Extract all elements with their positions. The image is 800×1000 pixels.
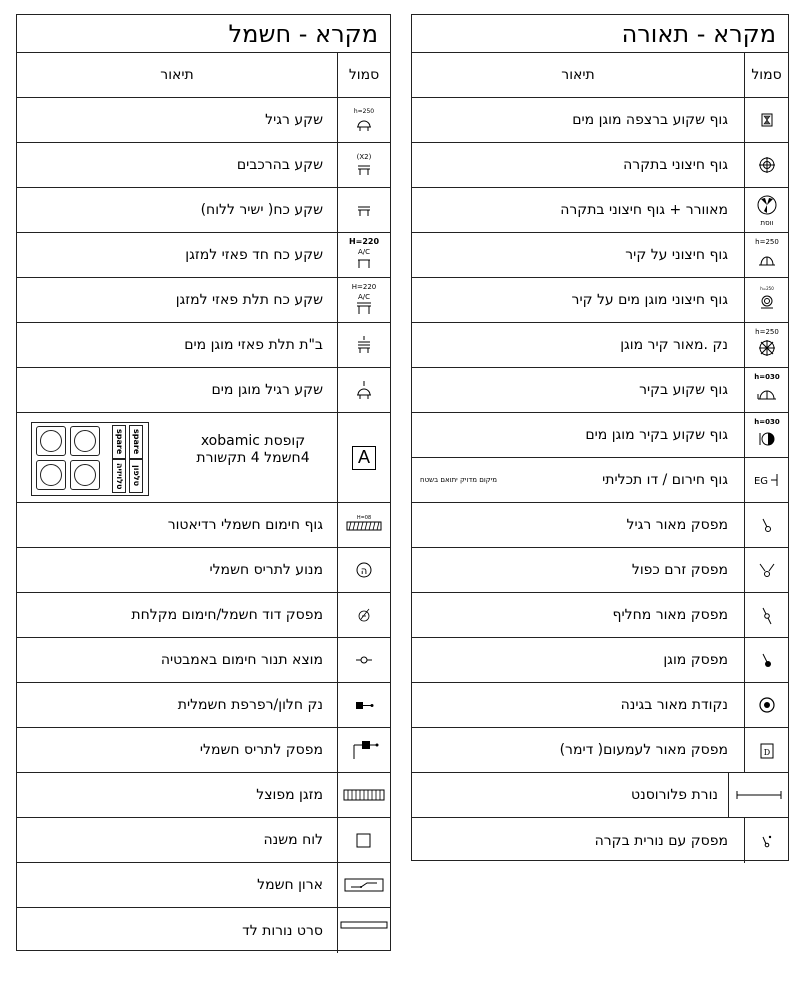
spare-label: spare [129, 425, 143, 459]
symbol-column-header: סמול [744, 53, 788, 97]
svg-text:ה: ה [360, 566, 368, 577]
legend-row [412, 683, 788, 728]
row-description: מפסק מאור רגיל [626, 517, 728, 533]
waterproof-wall-light-icon [747, 280, 787, 320]
phone-label: טלפון [129, 459, 143, 493]
row-description: סרט נורות לד [242, 922, 323, 939]
row-description: גוף שקוע בקיר [639, 382, 728, 398]
legend-row-xobamic [17, 413, 390, 503]
legend-row [17, 683, 390, 728]
row-description: מפסק מאור לעמעום( דימר) [559, 742, 728, 758]
ceiling-light-icon [747, 150, 787, 180]
protected-wall-point-icon [747, 325, 787, 365]
socket-cell [36, 426, 66, 456]
legend-row [412, 773, 788, 818]
changeover-switch-icon [747, 600, 787, 630]
bath-heater-outlet-icon [344, 645, 384, 675]
lighting-legend-title: מקרא - תאורה [412, 15, 788, 53]
boiler-switch-icon [344, 600, 384, 630]
row-description: ב"ת תלת פאזי מוגן מים [184, 337, 323, 353]
indicator-switch-icon [747, 826, 787, 856]
svg-text:D: D [763, 748, 770, 757]
svg-text:EG: EG [753, 476, 768, 487]
legend-row [17, 503, 390, 548]
svg-text:h=250: h=250 [759, 286, 774, 291]
wall-recessed-light-icon [747, 370, 787, 410]
row-description: קופסת xobamic 4חשמל 4 תקשורת [196, 433, 310, 466]
row-description: נורת פלורוסנט [631, 787, 718, 803]
regular-socket-icon [344, 105, 384, 135]
svg-text:h=250: h=250 [754, 238, 779, 246]
garden-light-icon [747, 690, 787, 720]
dimmer-switch-icon [747, 735, 787, 765]
legend-row [17, 98, 390, 143]
electric-legend [16, 14, 391, 951]
row-description: שקע בהרכבים [236, 157, 323, 173]
row-description: מפסק לתריס חשמלי [199, 742, 323, 758]
row-description: מפסק עם נורית בקרה [594, 832, 728, 849]
legend-row [17, 593, 390, 638]
legend-row [412, 368, 788, 413]
svg-text:A/C: A/C [357, 248, 371, 256]
row-description: שקע כח( ישיר ללוח) [200, 202, 323, 218]
row-description: גוף שקוע בקיר מוגן מים [585, 427, 728, 443]
svg-text:h=030: h=030 [753, 373, 780, 381]
radiator-icon [342, 510, 386, 540]
lighting-header-row [412, 53, 788, 98]
row-description: גוף חירום / דו תכליתי [602, 472, 728, 488]
lighting-legend [411, 14, 789, 861]
shutter-motor-icon [344, 555, 384, 585]
placement-note: מיקום מדויק יתואם בשטח [420, 476, 498, 484]
floor-recessed-light-icon [747, 105, 787, 135]
row-description: גוף חיצוני בתקרה [623, 157, 728, 173]
row-description: שקע כח תלת פאזי למזגן [175, 292, 323, 308]
row-description: מוצא תנור חימום באמבטיה [160, 652, 323, 668]
legend-row [17, 278, 390, 323]
legend-row [412, 593, 788, 638]
row-description: מפסק זרם כפול [631, 562, 728, 578]
electric-legend-title: מקרא - חשמל [17, 15, 390, 53]
row-description: לוח משנה [263, 832, 323, 848]
socket-panel-diagram [31, 422, 149, 496]
row-description: שקע רגיל [265, 112, 323, 128]
svg-text:H=220: H=220 [348, 237, 380, 246]
row-description: גוף חיצוני מוגן מים על קיר [571, 292, 728, 308]
svg-text:h=030: h=030 [753, 418, 780, 426]
legend-row [412, 143, 788, 188]
row-description: מפסק מאור מחליף [612, 607, 728, 623]
symbol-column-header: סמול [337, 53, 390, 97]
waterproof-three-phase-socket-icon [344, 330, 384, 360]
light-switch-icon [747, 510, 787, 540]
emergency-light-icon [747, 465, 787, 495]
legend-row [412, 728, 788, 773]
ac-single-phase-socket-icon [342, 235, 386, 275]
legend-row [412, 233, 788, 278]
row-description: מפסק מוגן [663, 652, 728, 668]
legend-row [17, 323, 390, 368]
row-description: נק .מאור קיר מוגן [620, 337, 728, 353]
wall-light-icon [747, 235, 787, 275]
legend-row [412, 638, 788, 683]
double-switch-icon [747, 555, 787, 585]
svg-text:H=220: H=220 [351, 283, 377, 291]
legend-row [17, 188, 390, 233]
row-description: גוף שקוע ברצפה מוגן מים [572, 112, 728, 128]
legend-row [412, 188, 788, 233]
legend-row [17, 368, 390, 413]
electric-cabinet-icon [341, 870, 387, 900]
spare-label: spare [112, 425, 126, 459]
electric-header-row [17, 53, 390, 98]
row-description: נקודת מאור בגינה [620, 697, 728, 713]
tv-label: טלויזיה [112, 459, 126, 493]
legend-row [17, 863, 390, 908]
row-description: נק חלון/רפרפת חשמלית [177, 697, 323, 713]
legend-row [17, 908, 390, 953]
legend-row [17, 233, 390, 278]
split-ac-icon [341, 780, 387, 810]
led-strip-icon [339, 916, 389, 946]
legend-row [17, 728, 390, 773]
waterproof-socket-icon [344, 375, 384, 405]
legend-row [412, 503, 788, 548]
row-description: גוף חימום חשמלי רדיאטור [167, 517, 323, 533]
sub-panel-icon [344, 825, 384, 855]
svg-text:A/C: A/C [357, 293, 371, 301]
ac-three-phase-socket-icon [342, 280, 386, 320]
shutter-switch-icon [344, 735, 384, 765]
row-description: מזגן מפוצל [256, 787, 323, 803]
grouped-socket-icon [344, 150, 384, 180]
legend-row [412, 323, 788, 368]
power-socket-icon [344, 195, 384, 225]
fan-light-icon [747, 190, 787, 230]
socket-height-label: h=250 [353, 108, 375, 115]
svg-text:H=08: H=08 [356, 515, 372, 521]
waterproof-wall-recessed-icon [747, 415, 787, 455]
svg-text:h=250: h=250 [754, 328, 779, 336]
row-description: שקע רגיל מוגן מים [211, 382, 323, 398]
legend-row [412, 818, 788, 863]
row-description: ארון חשמל [257, 877, 323, 893]
legend-row [412, 413, 788, 458]
legend-row [412, 278, 788, 323]
fluorescent-tube-icon [734, 780, 784, 810]
legend-row [17, 773, 390, 818]
row-description: מנוע לתריס חשמלי [209, 562, 323, 578]
row-description: מאוורר + גוף חיצוני בתקרה [560, 202, 728, 218]
description-column-header: תיאור [561, 67, 595, 83]
socket-cell [36, 460, 66, 490]
legend-row [17, 818, 390, 863]
legend-row [412, 98, 788, 143]
letter-a-icon: A [352, 446, 376, 470]
socket-count-label: (X2) [356, 153, 372, 161]
row-description: שקע כח חד פאזי למזגן [185, 247, 323, 263]
svg-text:ווסת: ווסת [760, 219, 773, 227]
socket-cell [70, 460, 100, 490]
socket-cell [70, 426, 100, 456]
row-description: גוף חיצוני על קיר [625, 247, 728, 263]
legend-row [412, 548, 788, 593]
protected-switch-icon [747, 645, 787, 675]
description-column-header: תיאור [160, 67, 194, 83]
legend-row [17, 638, 390, 683]
window-point-icon [344, 690, 384, 720]
legend-row [17, 143, 390, 188]
legend-row [412, 458, 788, 503]
row-description: מפסק דוד חשמל/חימום מקלחת [131, 607, 323, 623]
legend-row [17, 548, 390, 593]
